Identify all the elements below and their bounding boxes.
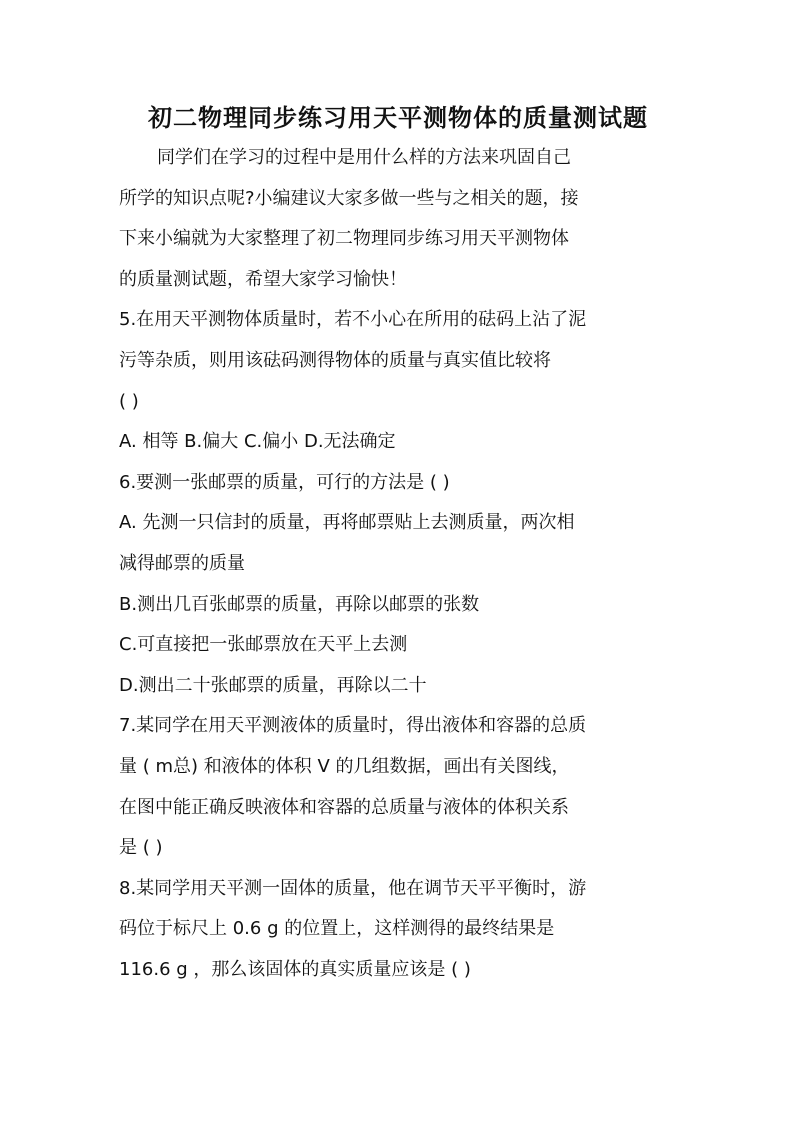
question-8-line-1: 8.某同学用天平测一固体的质量，他在调节天平平衡时，游 <box>119 877 587 899</box>
intro-line-2: 所学的知识点呢?小编建议大家多做一些与之相关的题，接 <box>119 187 579 209</box>
question-7-line-4: 是 ( ) <box>119 837 163 859</box>
question-8-line-3: 116.6 g ，那么该固体的真实质量应该是 ( ) <box>119 958 471 980</box>
question-6-option-a-line-1: A. 先测一只信封的质量，再将邮票贴上去测质量，两次相 <box>119 512 575 534</box>
question-6-line-1: 6.要测一张邮票的质量，可行的方法是 ( ) <box>119 471 450 493</box>
question-7-line-3: 在图中能正确反映液体和容器的总质量与液体的体积关系 <box>119 796 569 818</box>
question-7-line-2: 量 ( m总) 和液体的体积 V 的几组数据，画出有关图线， <box>119 755 570 777</box>
question-6-option-b: B.测出几百张邮票的质量，再除以邮票的张数 <box>119 593 480 615</box>
question-6-option-a-line-2: 减得邮票的质量 <box>119 552 245 574</box>
question-5-line-1: 5.在用天平测物体质量时，若不小心在所用的砝码上沾了泥 <box>119 309 587 331</box>
question-5-line-2: 污等杂质，则用该砝码测得物体的质量与真实值比较将 <box>119 349 551 371</box>
question-5-options: A. 相等 B.偏大 C.偏小 D.无法确定 <box>119 431 396 453</box>
question-7-line-1: 7.某同学在用天平测液体的质量时，得出液体和容器的总质 <box>119 715 587 737</box>
question-8-line-2: 码位于标尺上 0.6 g 的位置上，这样测得的最终结果是 <box>119 918 555 940</box>
intro-line-1: 同学们在学习的过程中是用什么样的方法来巩固自己 <box>157 147 571 168</box>
document-title: 初二物理同步练习用天平测物体的质量测试题 <box>148 103 648 132</box>
question-6-option-c: C.可直接把一张邮票放在天平上去测 <box>119 634 408 656</box>
intro-line-3: 下来小编就为大家整理了初二物理同步练习用天平测物体 <box>119 228 569 250</box>
intro-line-4: 的质量测试题，希望大家学习愉快！ <box>119 268 407 290</box>
question-6-option-d: D.测出二十张邮票的质量，再除以二十 <box>119 674 427 696</box>
question-5-line-3: ( ) <box>119 390 139 412</box>
document-body <box>119 138 679 990</box>
